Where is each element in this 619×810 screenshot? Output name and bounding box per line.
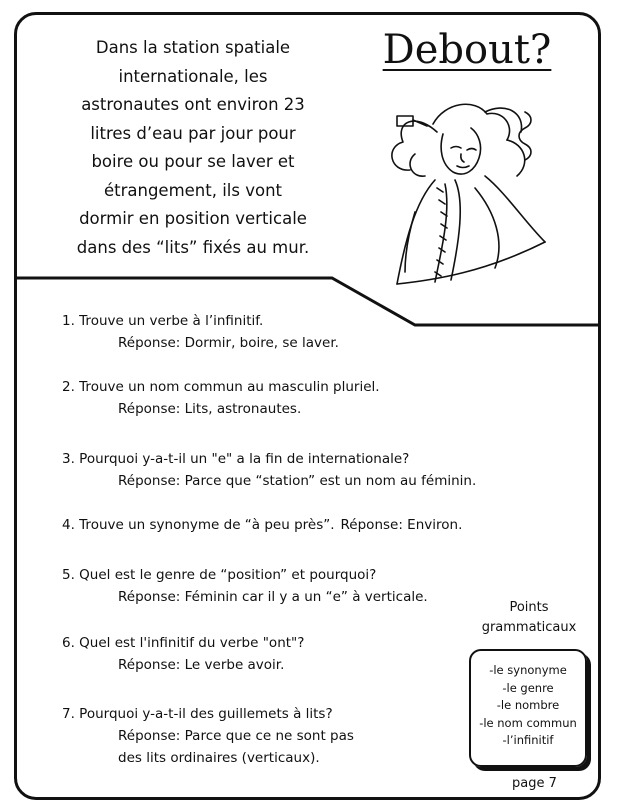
question-text: 4. Trouve un synonyme de “à peu près”. <box>62 517 335 533</box>
grammar-item: -le synonyme <box>489 663 567 677</box>
grammar-item: -le nom commun <box>479 715 577 730</box>
answer-text: Réponse: Parce que “station” est un nom au féminin. <box>118 473 477 489</box>
question-item <box>62 632 304 676</box>
question-item <box>62 376 380 420</box>
question-item <box>62 564 428 608</box>
grammar-item: -le genre <box>502 680 554 695</box>
question-text: 5. Quel est le genre de “position” et pourquoi? <box>62 567 377 583</box>
grammar-points-box <box>469 649 587 767</box>
grammar-heading-line: grammaticaux <box>481 620 577 635</box>
question-text: 6. Quel est l'infinitif du verbe "ont"? <box>62 635 305 651</box>
intro-line: litres d’eau par jour pour <box>90 123 296 143</box>
question-item <box>62 703 354 769</box>
answer-text-continued: des lits ordinaires (verticaux). <box>118 750 320 766</box>
question-text: 1. Trouve un verbe à l’infinitif. <box>62 313 264 329</box>
answer-text: Réponse: Parce que ce ne sont pas <box>118 728 354 744</box>
question-text: 7. Pourquoi y-a-t-il des guillemets à lits? <box>62 706 333 722</box>
grammar-item: -le nombre <box>496 698 560 712</box>
page-number: page 7 <box>512 776 557 791</box>
answer-text: Réponse: Lits, astronautes. <box>118 401 302 417</box>
answer-text: Réponse: Dormir, boire, se laver. <box>118 335 339 351</box>
question-item <box>62 448 476 492</box>
intro-line: dans des “lits” fixés au mur. <box>76 237 310 257</box>
question-item <box>62 310 339 354</box>
intro-line: astronautes ont environ 23 <box>81 95 305 114</box>
intro-line: étrangement, ils vont <box>103 180 283 200</box>
grammar-item: -l’infinitif <box>502 733 554 747</box>
intro-line: internationale, les <box>118 66 268 86</box>
question-text: 2. Trouve un nom commun au masculin pluriel. <box>62 379 380 395</box>
grammar-heading-line: Points <box>509 600 549 615</box>
question-text: 3. Pourquoi y-a-t-il un "e" a la fin de internationale? <box>62 451 410 467</box>
answer-text: Réponse: Le verbe avoir. <box>118 657 285 673</box>
intro-line: boire ou pour se laver et <box>91 152 295 171</box>
grammar-heading <box>470 598 588 638</box>
question-item <box>62 514 462 536</box>
answer-text: Réponse: Environ. <box>340 517 463 533</box>
answer-text: Réponse: Féminin car il y a un “e” à verticale. <box>118 589 428 605</box>
intro-paragraph <box>58 34 328 262</box>
page-title: Debout? <box>382 27 552 73</box>
intro-line: Dans la station spatiale <box>95 38 291 57</box>
astronaut-illustration <box>375 92 555 292</box>
intro-line: dormir en position verticale <box>79 209 307 228</box>
